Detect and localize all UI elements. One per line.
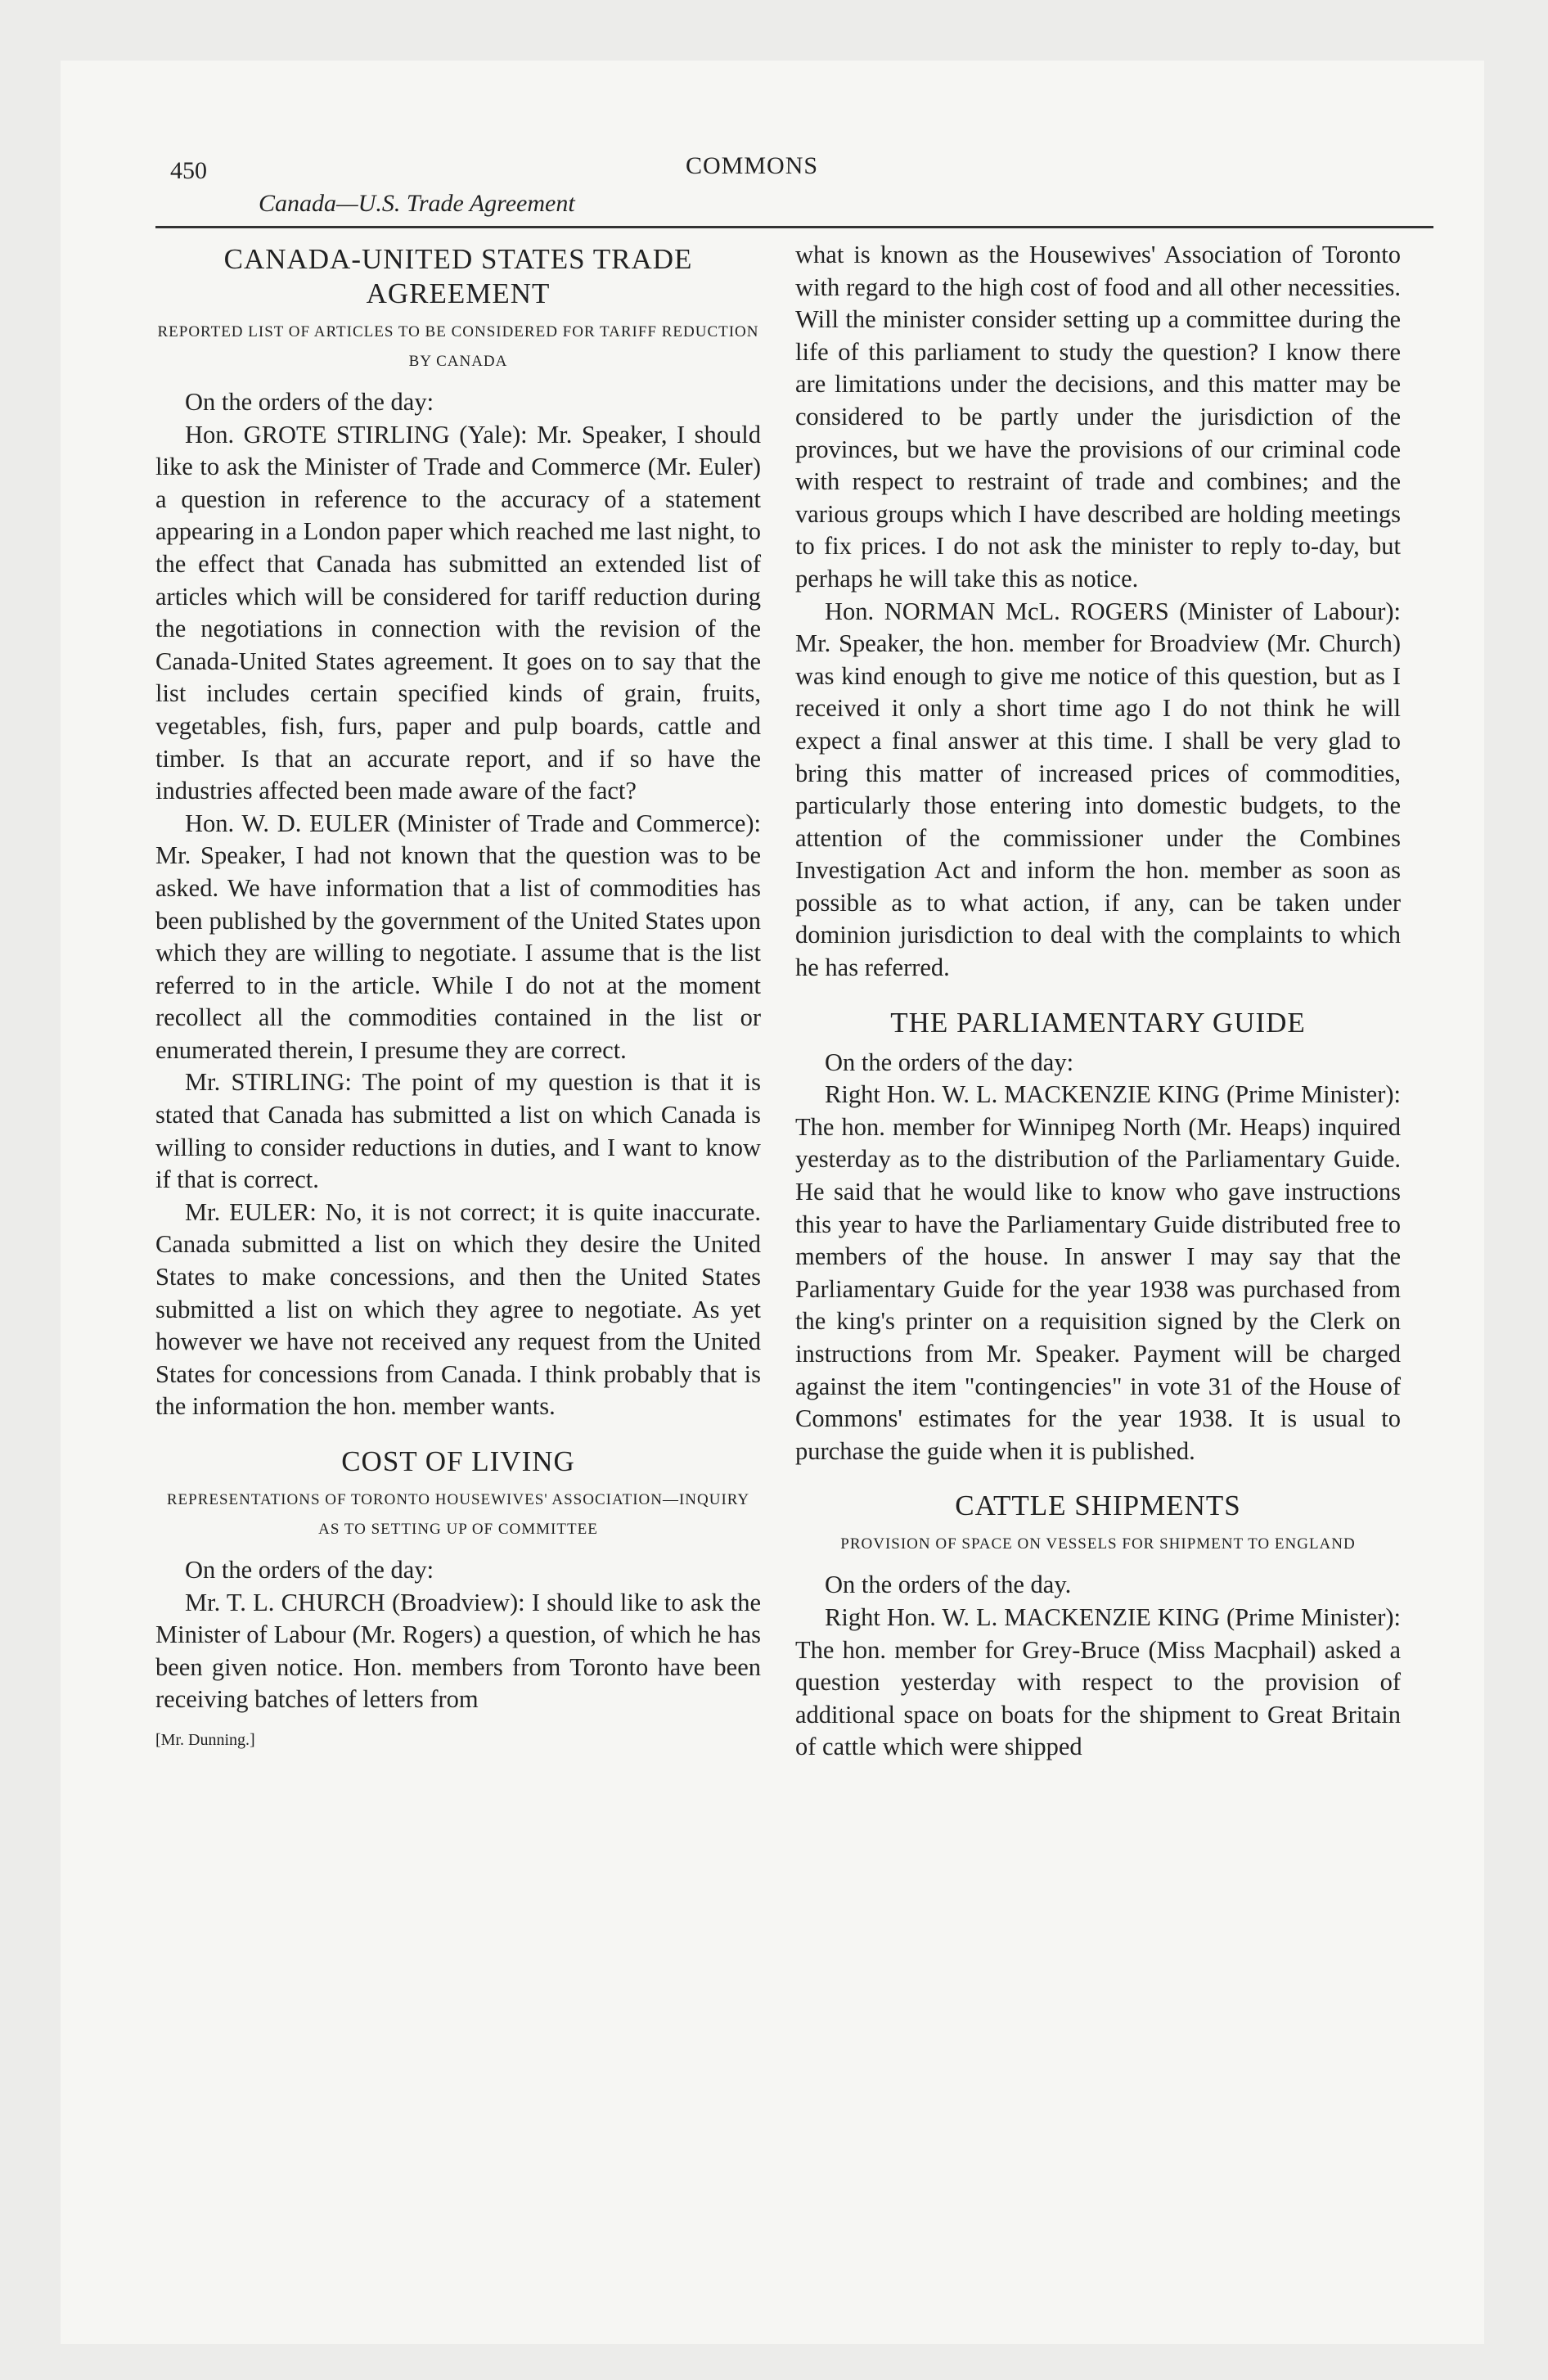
- paragraph: Hon. NORMAN McL. ROGERS (Minister of Labour): Mr. Speaker, the hon. member for Broadview (Mr. Church) was kind enough to give me notice of this question, but as I received it only a short time ago I do not think he will expect a final answer at this time. I shall be very glad to bring this matter of increased prices of commodities, particularly those entering into domestic budgets, to the attention of the commissioner under the Combines Investigation Act and inform the hon. member as soon as possible as to what action, if any, can be taken under dominion jurisdiction to deal with the complaints to which he has referred.: [795, 597, 1401, 982]
- paragraph: what is known as the Housewives' Association of Toronto with regard to the high cost of food and all other necessities. Will the minister consider setting up a committee during the life of this parliament to study the question? I know there are limitations under the decisions, and this matter may be considered to be partly under the jurisdiction of the provinces, but we have the provisions of our criminal code with respect to restraint of trade and combines; and the various groups which I have described are holding meetings to fix prices. I do not ask the minister to reply to-day, but perhaps he will take this as notice.: [795, 241, 1401, 593]
- section-heading: THE PARLIAMENTARY GUIDE: [890, 1006, 1306, 1039]
- paragraph: Hon. W. D. EULER (Minister of Trade and Commerce): Mr. Speaker, I had not known that the question was to be asked. We have information that a list of commodities has been published by the government of the United States upon which they are willing to negotiate. I assume that is the list referred to in the article. While I do not at the moment recollect all the commodities contained in the list or enumerated therein, I presume they are correct.: [155, 809, 761, 1064]
- section-heading: CANADA-UNITED STATES TRADE AGREEMENT: [223, 243, 693, 309]
- section-subheading: PROVISION OF SPACE ON VESSELS FOR SHIPMENT TO ENGLAND: [840, 1535, 1356, 1553]
- section-subheading: REPRESENTATIONS OF TORONTO HOUSEWIVES' ASSOCIATION—INQUIRY AS TO SETTING UP OF COMMITTEE: [166, 1491, 750, 1538]
- header-rule: [155, 226, 1433, 228]
- house-title: COMMONS: [686, 152, 819, 179]
- paragraph: Hon. GROTE STIRLING (Yale): Mr. Speaker, I should like to ask the Minister of Trade and Commerce (Mr. Euler) a question in reference to the accuracy of a statement appearing in a London paper which reached me last night, to the effect that Canada has submitted an extended list of articles which will be considered for tariff reduction during the negotiations in connection with the revision of the Canada-United States agreement. It goes on to say that the list includes certain specified kinds of grain, fruits, vegetables, fish, furs, paper and pulp boards, cattle and timber. Is that an accurate report, and if so have the industries affected been made aware of the fact?: [155, 420, 761, 805]
- section-heading: CATTLE SHIPMENTS: [955, 1490, 1241, 1522]
- paragraph: Mr. T. L. CHURCH (Broadview): I should like to ask the Minister of Labour (Mr. Rogers) a question, of which he has been given notice. Hon. members from Toronto have been receiving batches of letters from: [155, 1588, 761, 1714]
- paragraph: Right Hon. W. L. MACKENZIE KING (Prime Minister): The hon. member for Grey-Bruce (Miss Macphail) asked a question yesterday with respect to the provision of additional space on boats for the shipment to Great Britain of cattle which were shipped: [795, 1602, 1401, 1761]
- paragraph: Mr. STIRLING: The point of my question is that it is stated that Canada has submitted a list on which Canada is willing to consider reductions in duties, and I want to know if that is correct.: [155, 1068, 761, 1194]
- page-number: 450: [170, 157, 207, 184]
- left-column: [155, 239, 761, 1750]
- section-heading: COST OF LIVING: [341, 1445, 575, 1477]
- paragraph: On the orders of the day.: [825, 1571, 1072, 1599]
- paragraph: On the orders of the day:: [185, 388, 434, 416]
- paragraph: Right Hon. W. L. MACKENZIE KING (Prime Minister): The hon. member for Winnipeg North (Mr. Heaps) inquired yesterday as to the distribution of the Parliamentary Guide. He said that he would like to know who gave instructions this year to have the Parliamentary Guide distributed free to members of the house. In answer I may say that the Parliamentary Guide for the year 1938 was purchased from the king's printer on a requisition signed by the Clerk on instructions from Mr. Speaker. Payment will be charged against the item "contingencies" in vote 31 of the House of Commons' estimates for the year 1938. It is usual to purchase the guide when it is published.: [795, 1080, 1401, 1465]
- section-subheading: REPORTED LIST OF ARTICLES TO BE CONSIDERED FOR TARIFF REDUCTION BY CANADA: [157, 323, 759, 370]
- paragraph: On the orders of the day:: [825, 1048, 1074, 1076]
- footer-note: [Mr. Dunning.]: [155, 1730, 255, 1749]
- right-column: [795, 239, 1401, 1764]
- running-head: Canada—U.S. Trade Agreement: [259, 190, 575, 217]
- paragraph: Mr. EULER: No, it is not correct; it is quite inaccurate. Canada submitted a list on which they desire the United States to make concessions, and then the United States submitted a list on which they agree to negotiate. As yet however we have not received any request from the United States for concessions from Canada. I think probably that is the information the hon. member wants.: [155, 1197, 761, 1421]
- paragraph: On the orders of the day:: [185, 1556, 434, 1584]
